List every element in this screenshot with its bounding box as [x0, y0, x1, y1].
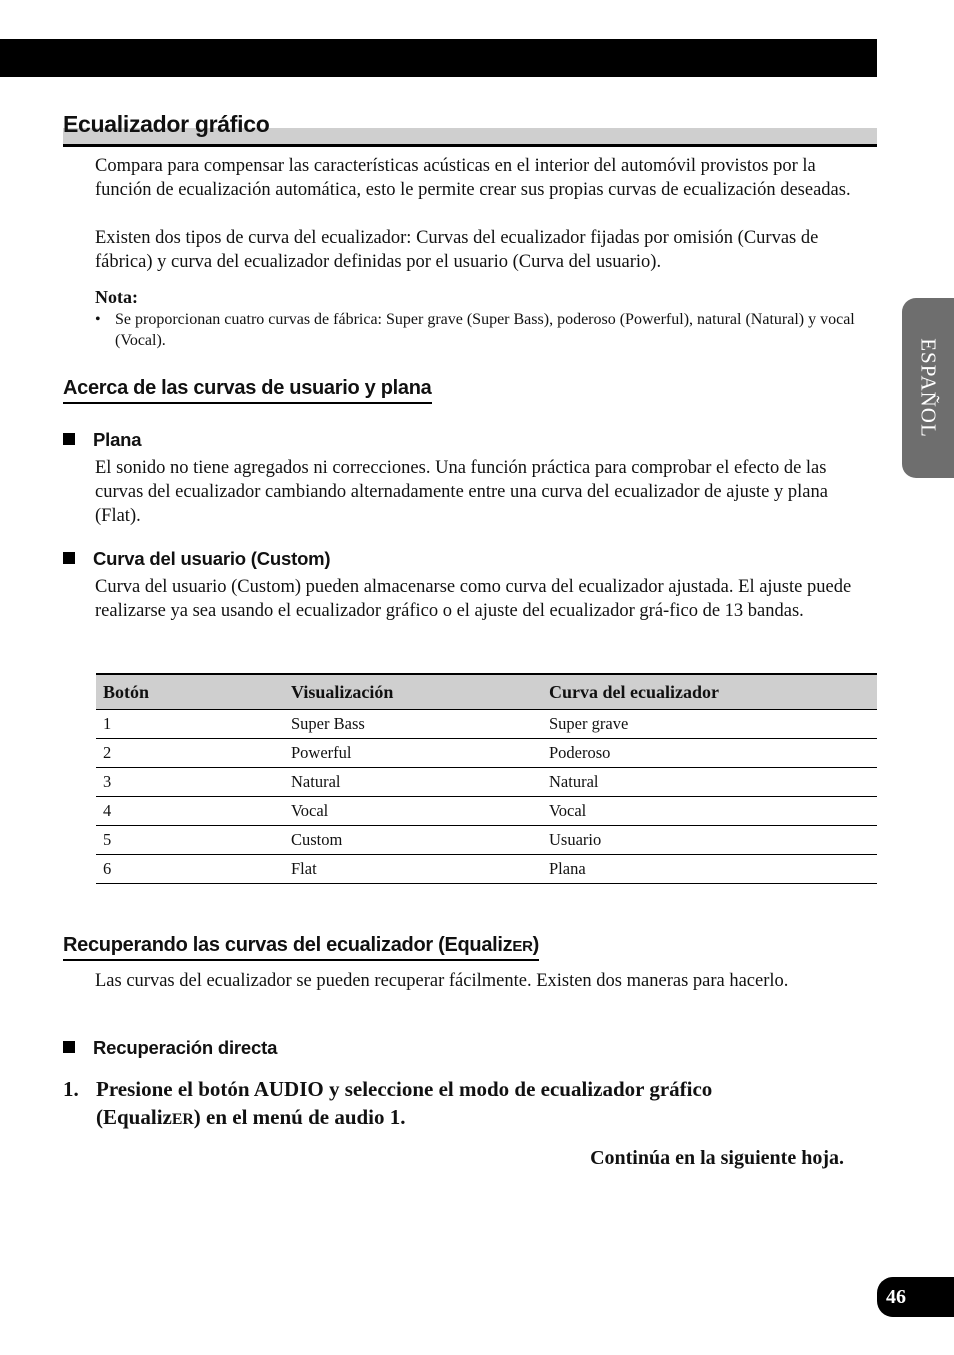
square-bullet-icon	[63, 433, 75, 445]
cell-button: 5	[96, 826, 284, 855]
step-text	[96, 1075, 856, 1134]
language-tab	[902, 298, 954, 478]
cell-curve: Plana	[542, 855, 877, 884]
cell-display: Vocal	[284, 797, 542, 826]
table-header-row	[96, 674, 877, 710]
cell-button: 4	[96, 797, 284, 826]
cell-display: Powerful	[284, 739, 542, 768]
cell-button: 2	[96, 739, 284, 768]
header-visualizacion: Visualización	[284, 674, 542, 710]
direct-recall-title: Recuperación directa	[93, 1037, 278, 1058]
header-boton: Botón	[96, 674, 284, 710]
recall-title-smallcaps: ER	[512, 938, 533, 955]
custom-heading	[63, 548, 330, 570]
header-bar	[0, 39, 877, 77]
cell-curve: Vocal	[542, 797, 877, 826]
note-text: Se proporcionan cuatro curvas de fábrica: Super grave (Super Bass), poderoso (Powerful), natural (Natural) y vocal (Vocal).	[115, 311, 855, 349]
step-line-2-smallcaps: ER	[171, 1111, 194, 1128]
plana-title: Plana	[93, 429, 142, 450]
intro-paragraph-2: Existen dos tipos de curva del ecualizador: Curvas del ecualizador fijadas por omisión (Curvas de fábrica) y curva del ecualizador definidas por el usuario (Curva del usuario).	[95, 228, 819, 272]
note-label: Nota:	[95, 287, 138, 307]
cell-button: 6	[96, 855, 284, 884]
plana-text: El sonido no tiene agregados ni correcciones. Una función práctica para comprobar el efecto de las curvas del ecualizador cambiando alternadamente entre una curva del ecualizador de ajuste y plana (Flat).	[95, 458, 828, 526]
subsection-title-user-flat: Acerca de las curvas de usuario y plana	[63, 377, 432, 404]
table-row	[96, 710, 877, 739]
equalizer-table	[96, 673, 877, 884]
step-line-2-prefix: (Equaliz	[96, 1105, 172, 1129]
cell-button: 3	[96, 768, 284, 797]
page-number: 46	[877, 1277, 954, 1317]
cell-display: Super Bass	[284, 710, 542, 739]
step-line-2	[96, 1103, 856, 1134]
square-bullet-icon	[63, 552, 75, 564]
plana-heading	[63, 429, 141, 451]
cell-display: Natural	[284, 768, 542, 797]
cell-curve: Natural	[542, 768, 877, 797]
cell-curve: Super grave	[542, 710, 877, 739]
step-line-1: Presione el botón AUDIO y seleccione el modo de ecualizador gráfico	[96, 1077, 713, 1101]
subsection-title-recall	[63, 934, 539, 961]
table-row	[96, 826, 877, 855]
table-row	[96, 739, 877, 768]
custom-text: Curva del usuario (Custom) pueden almacenarse como curva del ecualizador ajustada. El ajuste puede realizarse ya sea usando el ecualizador gráfico o el ajuste del ecualizador grá-fico de 13 bandas.	[95, 577, 852, 621]
heading-rule	[63, 144, 877, 147]
recall-title-suffix: )	[532, 934, 540, 956]
recall-title-prefix: Recuperando las curvas del ecualizador (Equaliz	[63, 934, 513, 956]
step-number: 1.	[63, 1077, 79, 1101]
step-line-2-suffix: ) en el menú de audio 1.	[193, 1105, 406, 1129]
table-row	[96, 855, 877, 884]
bullet-icon: •	[95, 311, 101, 328]
direct-recall-heading	[63, 1037, 277, 1059]
header-curva: Curva del ecualizador	[542, 674, 877, 710]
intro-paragraph-1: Compara para compensar las características acústicas en el interior del automóvil provistos por la función de ecualización automática, esto le permite crear sus propias curvas de ecualización deseadas.	[95, 156, 851, 200]
language-tab-label: ESPAÑOL	[916, 338, 941, 438]
section-title: Ecualizador gráfico	[63, 111, 270, 137]
cell-curve: Usuario	[542, 826, 877, 855]
continue-note: Continúa en la siguiente hoja.	[590, 1147, 844, 1169]
square-bullet-icon	[63, 1041, 75, 1053]
table-row	[96, 768, 877, 797]
cell-display: Custom	[284, 826, 542, 855]
custom-title: Curva del usuario (Custom)	[93, 548, 331, 569]
table-row	[96, 797, 877, 826]
cell-curve: Poderoso	[542, 739, 877, 768]
cell-button: 1	[96, 710, 284, 739]
section-heading	[63, 108, 877, 146]
recall-text: Las curvas del ecualizador se pueden recuperar fácilmente. Existen dos maneras para hacerlo.	[95, 971, 789, 991]
cell-display: Flat	[284, 855, 542, 884]
